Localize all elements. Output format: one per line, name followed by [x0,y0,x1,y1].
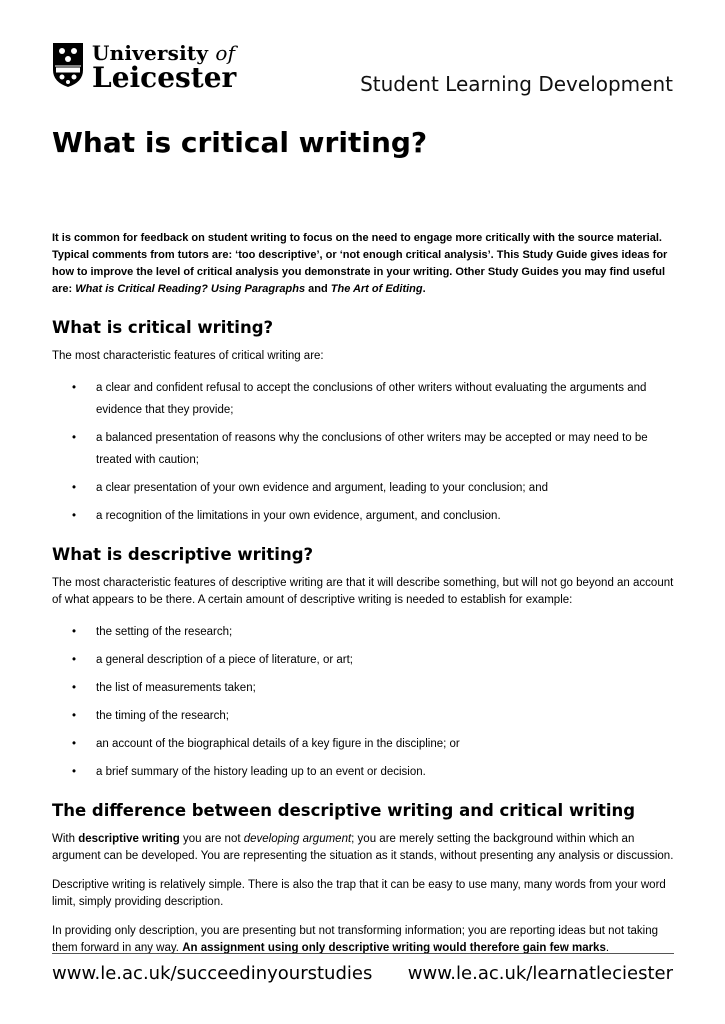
section-lead: The most characteristic features of descriptive writing are that it will describe something, but will not go beyond an account of what appears to be there. A certain amount of descriptive writing is needed to establish for example: [52,577,674,606]
descriptive-features-list [52,621,674,783]
footer-link-learn[interactable]: www.le.ac.uk/learnatleciester [407,963,673,984]
critical-features-list [52,377,674,527]
page-title: What is critical writing? [52,126,428,159]
list-item: • a clear presentation of your own evidence and argument, leading to your conclusion; and [72,482,548,494]
list-item: • the setting of the research; [72,626,233,638]
list-item: • a general description of a piece of literature, or art; [72,654,353,666]
document-body [52,230,674,969]
logo-leicester: Leicester [92,61,237,94]
department-name: Student Learning Development [360,72,673,96]
logo-university: University of [92,41,236,65]
list-item: • a clear and confident refusal to accept the conclusions of other writers without evaluating the arguments and evidence that they provide; [72,382,647,416]
list-item: • the list of measurements taken; [72,682,256,694]
list-item: • a brief summary of the history leading up to an event or decision. [72,766,426,778]
list-item: • a balanced presentation of reasons why the conclusions of other writers may be accepted or may need to be treated with caution; [72,432,648,466]
footer-divider [52,953,674,954]
list-item: • the timing of the research; [72,710,229,722]
university-crest-icon [52,42,84,88]
section-lead: The most characteristic features of critical writing are: [52,350,324,362]
intro-paragraph: It is common for feedback on student writing to focus on the need to engage more critically with the source material. Typical comments from tutors are: ‘too descriptive’, or ‘not enough critical analysis’. This Study Guide gives ideas for how to improve the level of critical analysis you demonstrate in your writing. Other Study Guides you may find useful are: What is Critical Reading? Using Paragraphs and The Art of Editing. [52,232,668,295]
footer-link-succeed[interactable]: www.le.ac.uk/succeedinyourstudies [52,963,373,984]
section-heading-critical: What is critical writing? [52,318,274,337]
difference-paragraph-2: Descriptive writing is relatively simple. There is also the trap that it can be easy to use many, many words from your word limit, simply providing description. [52,879,666,908]
section-heading-descriptive: What is descriptive writing? [52,545,314,564]
list-item: • an account of the biographical details of a key figure in the discipline; or [72,738,460,750]
university-logo [52,42,236,92]
difference-paragraph-1: With descriptive writing you are not developing argument; you are merely setting the background within which an argument can be developed. You are representing the situation as it stands, without presenting any analysis or discussion. [52,833,674,862]
section-heading-difference: The difference between descriptive writing and critical writing [52,801,636,820]
difference-paragraph-3: In providing only description, you are presenting but not transforming information; you are reporting ideas but not taking them forward in any way. An assignment using only descriptive writing would therefore gain few marks. [52,925,659,954]
list-item: • a recognition of the limitations in your own evidence, argument, and conclusion. [72,510,501,522]
